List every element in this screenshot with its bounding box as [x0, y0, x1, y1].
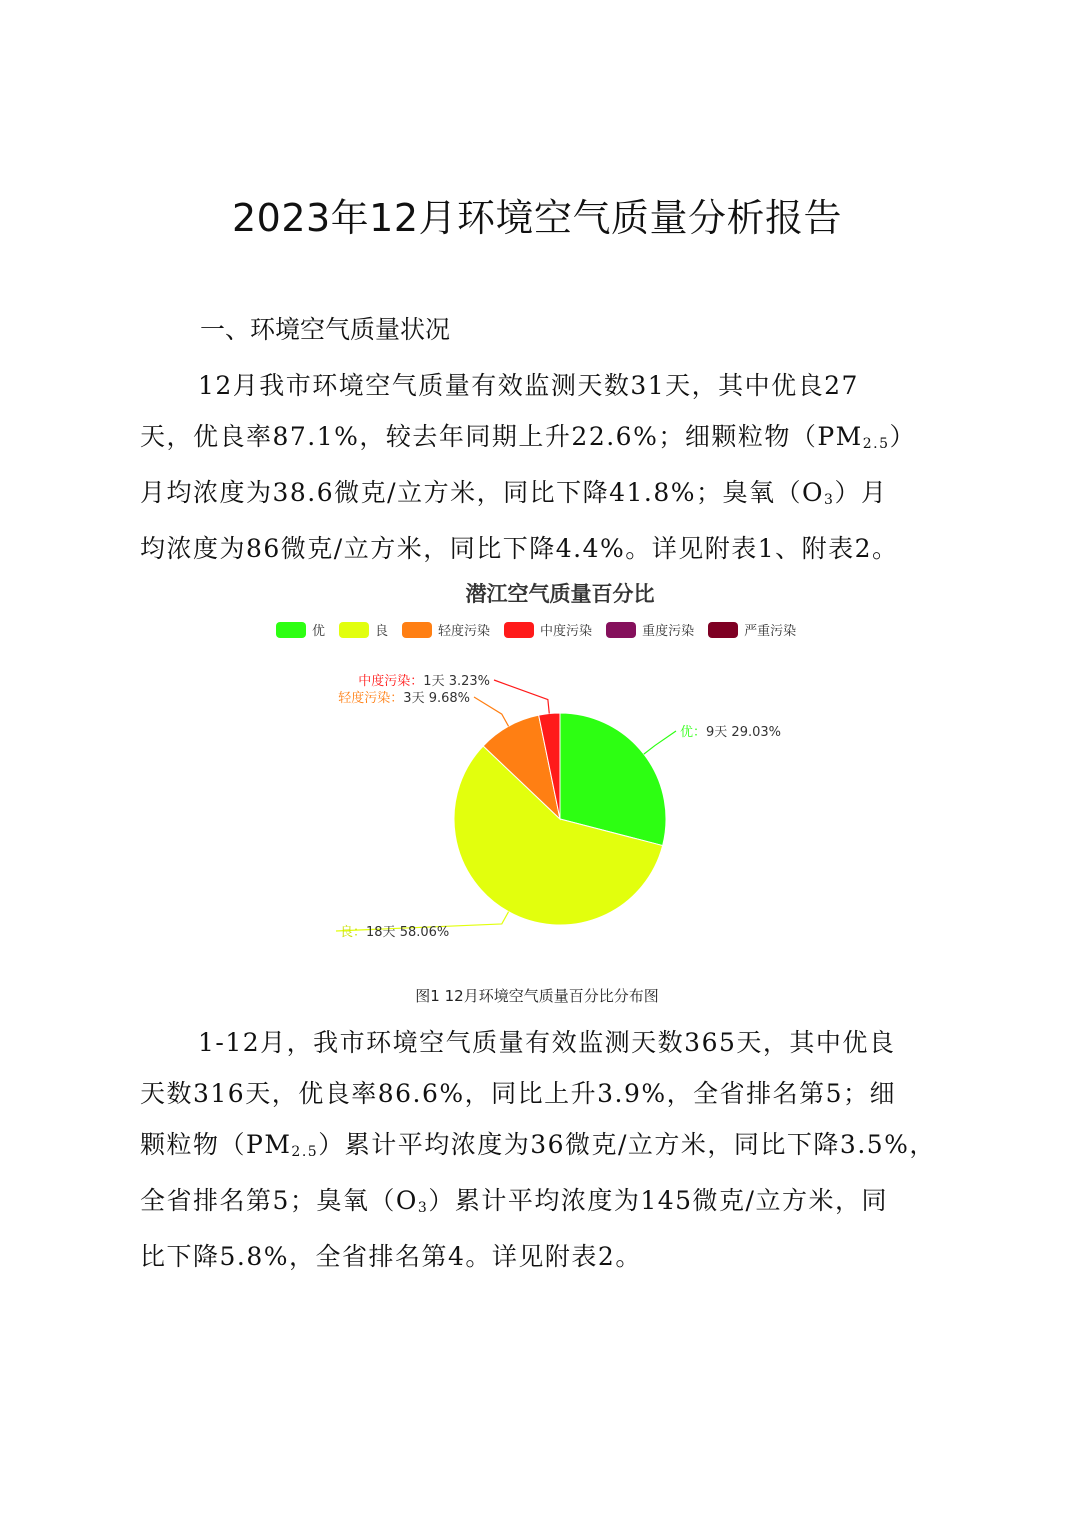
- label-leader-line: [644, 731, 676, 754]
- paragraph-line: 月均浓度为38.6微克/立方米，同比下降41.8%；臭氧$(O_3)$月: [140, 478, 888, 508]
- slice-data-label: 优：9天 29.03%: [680, 725, 781, 740]
- paragraph-line: 比下降5.8%，全省排名第4。详见附表2。: [140, 1242, 642, 1271]
- slice-data-label: 良：18天 58.06%: [340, 925, 450, 940]
- section-heading: 一、环境空气质量状况: [200, 315, 451, 344]
- paragraph-line: 全省排名第5；臭氧$(O_3)$累计平均浓度为145微克/立方米，同: [140, 1186, 888, 1216]
- paragraph-december-summary: [140, 360, 936, 574]
- legend-label: 优: [312, 624, 326, 639]
- figure-caption: 图1 12月环境空气质量百分比分布图: [415, 987, 659, 1005]
- label-leader-line: [494, 680, 549, 714]
- pie-svg: [250, 570, 890, 960]
- slice-data-label: 中度污染：1天 3.23%: [358, 674, 490, 689]
- label-leader-line: [474, 697, 509, 726]
- paragraph-line: 天，优良率87.1%，较去年同期上升22.6%；细颗粒物$(PM_{2.5})$: [140, 422, 917, 452]
- document-title: 2023年12月环境空气质量分析报告: [231, 196, 843, 240]
- slice-data-label: 轻度污染：3天 9.68%: [338, 691, 470, 706]
- paragraph-line: 均浓度为86微克/立方米，同比下降4.4%。详见附表1、附表2。: [140, 534, 899, 563]
- paragraph-line: 颗粒物$(PM_{2.5})$累计平均浓度为36微克/立方米，同比下降3.5%，: [140, 1130, 936, 1160]
- paragraph-line: 1-12月，我市环境空气质量有效监测天数365天，其中优良: [198, 1028, 896, 1057]
- legend-label: 严重污染: [744, 624, 797, 639]
- legend-label: 中度污染: [540, 624, 593, 639]
- paragraph-annual-summary: [140, 1017, 936, 1282]
- air-quality-pie-chart: [250, 570, 890, 960]
- paragraph-line: 12月我市环境空气质量有效监测天数31天，其中优良27: [198, 371, 859, 400]
- paragraph-line: 天数316天，优良率86.6%，同比上升3.9%，全省排名第5；细: [140, 1079, 897, 1108]
- legend-label: 轻度污染: [438, 624, 491, 639]
- legend-label: 重度污染: [642, 624, 695, 639]
- legend-label: 良: [375, 624, 389, 639]
- chart-title: 潜江空气质量百分比: [465, 582, 655, 606]
